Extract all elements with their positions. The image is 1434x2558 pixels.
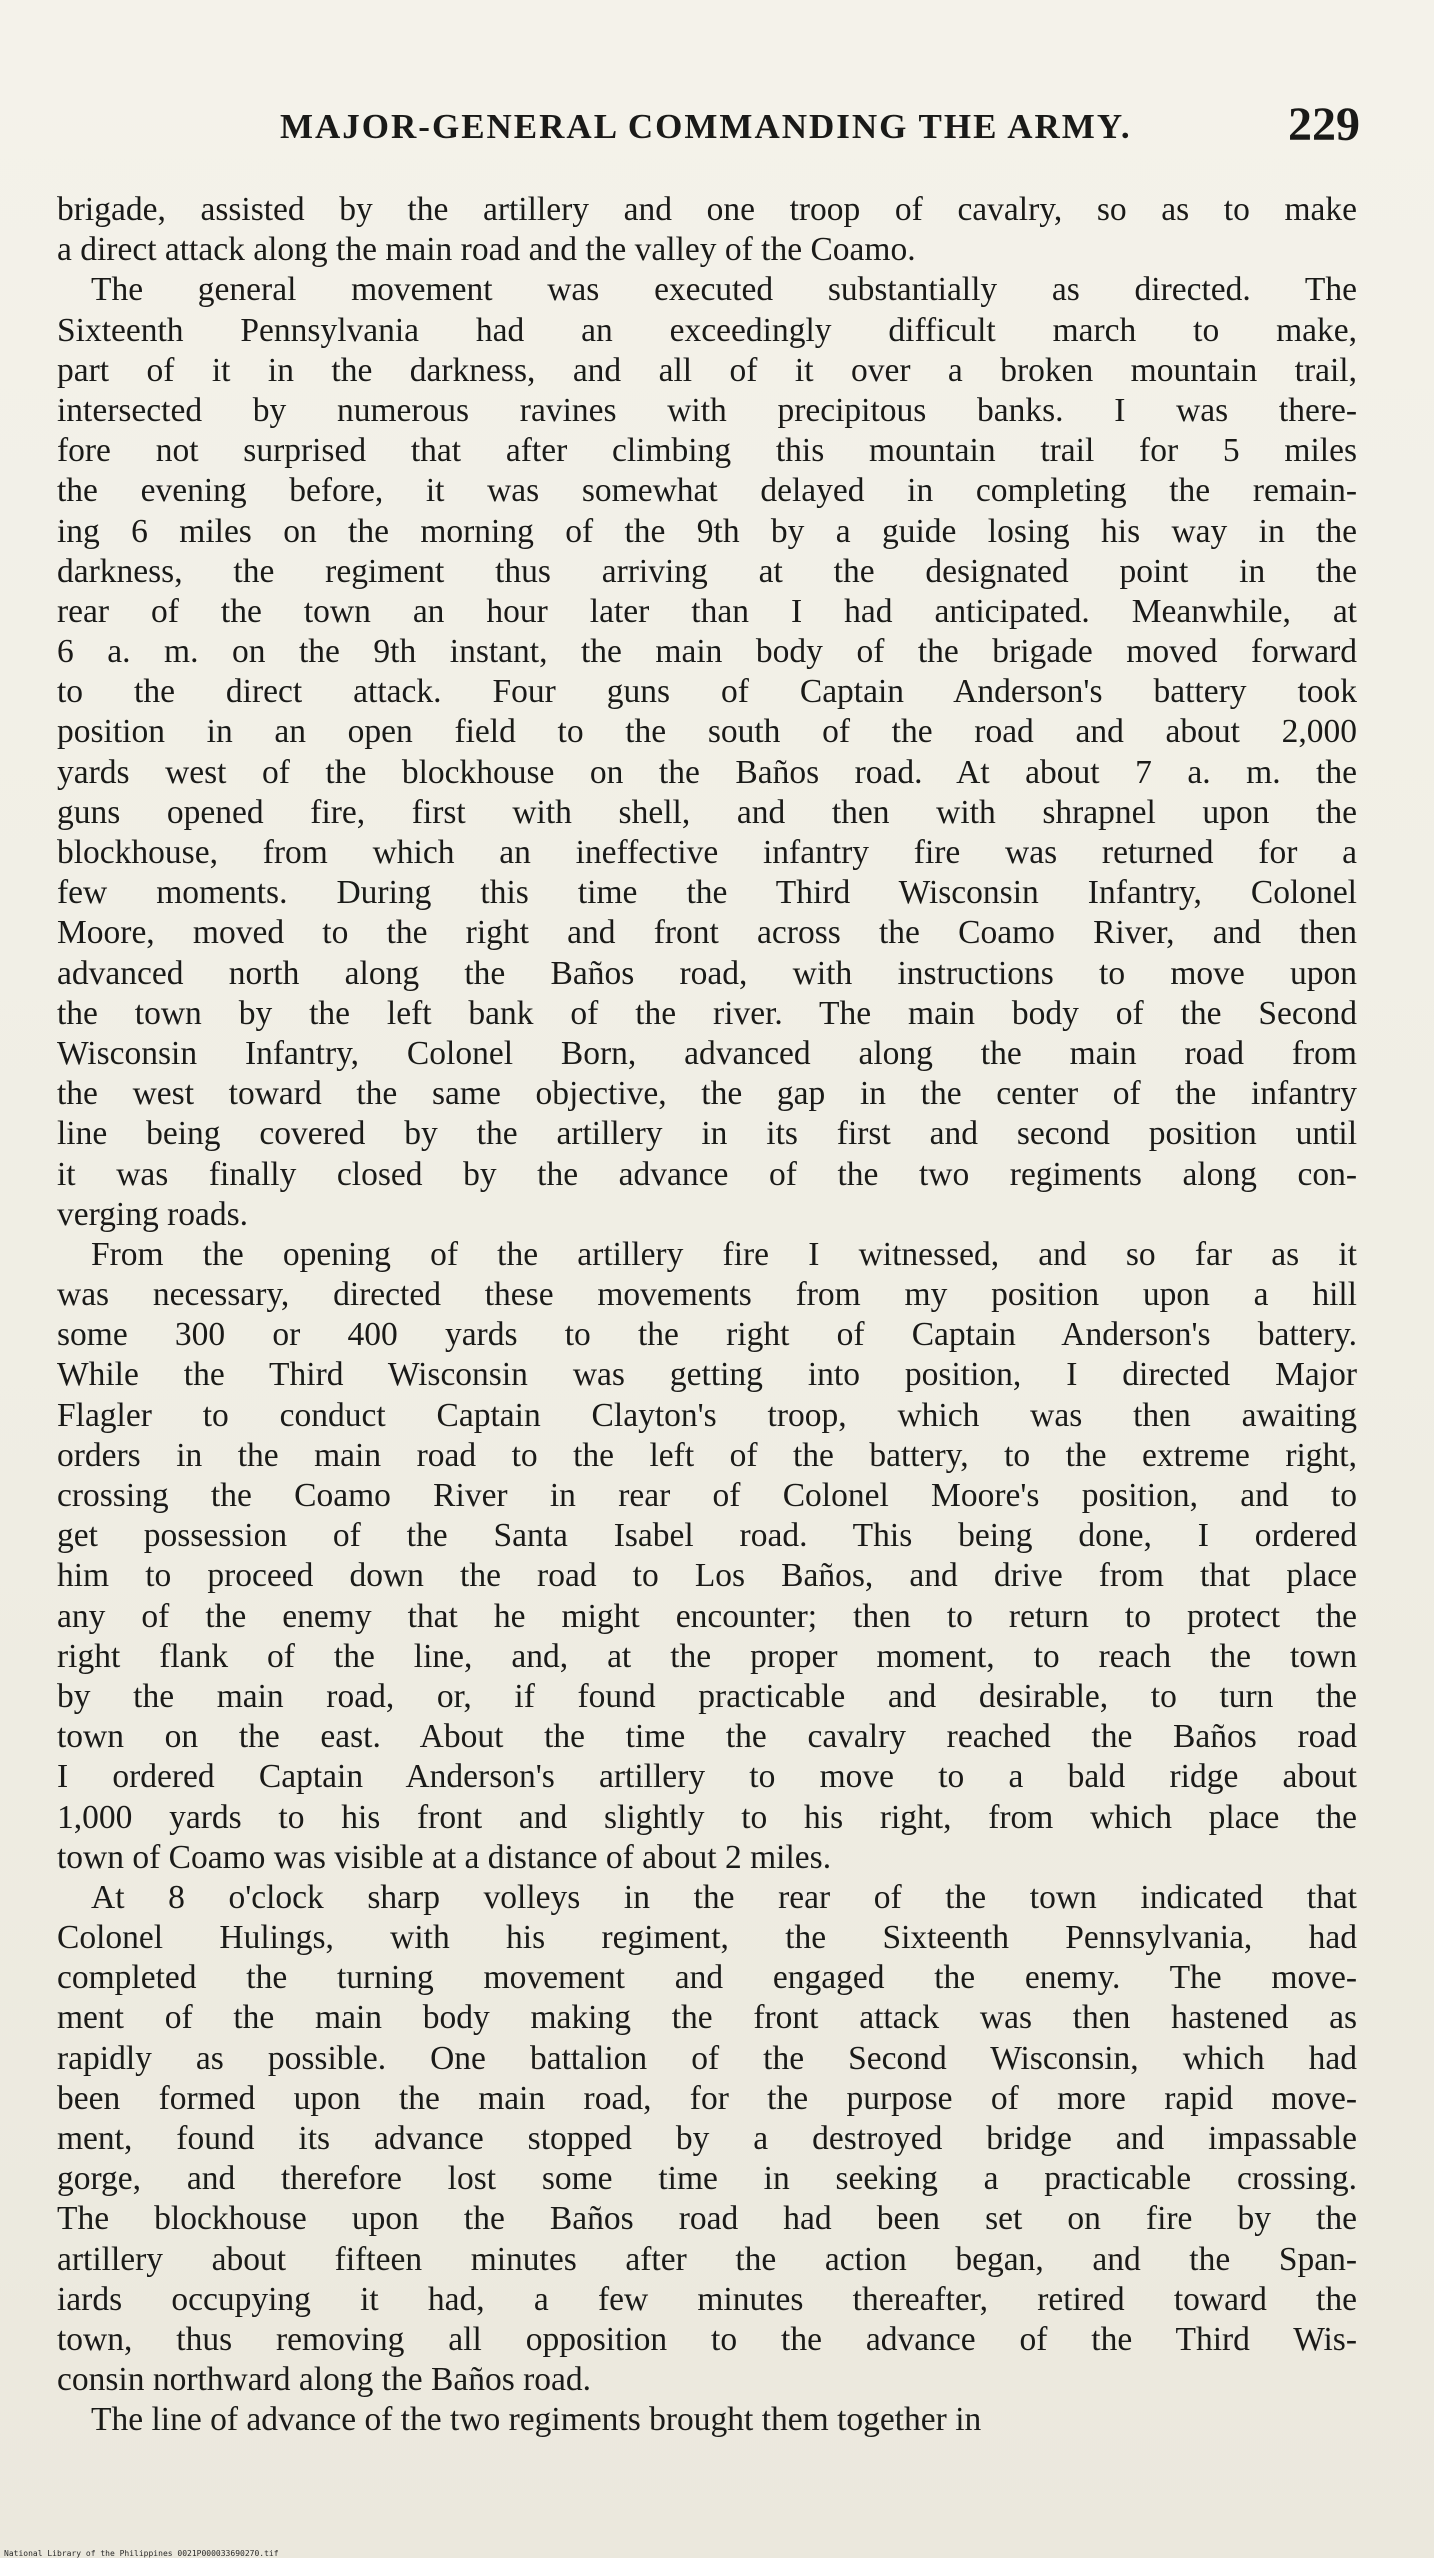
text-line: rear of the town an hour later than I had anticipated. Meanwhile, at: [57, 592, 1357, 630]
running-head: MAJOR-GENERAL COMMANDING THE ARMY.: [280, 107, 1132, 146]
text-line: iards occupying it had, a few minutes thereafter, retired toward the: [57, 2280, 1357, 2318]
text-line: by the main road, or, if found practicable and desirable, to turn the: [57, 1677, 1357, 1715]
text-line: I ordered Captain Anderson's artillery to move to a bald ridge about: [57, 1758, 1357, 1796]
text-line: him to proceed down the road to Los Baños, and drive from that place: [57, 1557, 1357, 1595]
page-header: [280, 98, 1360, 159]
text-line: At 8 o'clock sharp volleys in the rear of the town indicated that: [91, 1878, 1357, 1916]
text-line: The general movement was executed substantially as directed. The: [91, 271, 1357, 309]
text-line: position in an open field to the south of the road and about 2,000: [57, 713, 1357, 751]
body-text: [57, 190, 1357, 2441]
text-line: it was finally closed by the advance of the two regiments along con-: [57, 1155, 1357, 1193]
text-line: a direct attack along the main road and the valley of the Coamo.: [57, 231, 916, 269]
text-line: intersected by numerous ravines with precipitous banks. I was there-: [57, 391, 1357, 429]
text-line: While the Third Wisconsin was getting into position, I directed Major: [57, 1356, 1357, 1394]
text-line: verging roads.: [57, 1195, 249, 1233]
text-line: town of Coamo was visible at a distance of about 2 miles.: [57, 1838, 832, 1876]
text-line: the west toward the same objective, the gap in the center of the infantry: [57, 1075, 1357, 1113]
text-line: fore not surprised that after climbing this mountain trail for 5 miles: [57, 432, 1357, 470]
text-line: 6 a. m. on the 9th instant, the main body of the brigade moved forward: [57, 633, 1357, 671]
text-line: rapidly as possible. One battalion of the Second Wisconsin, which had: [57, 2039, 1357, 2077]
text-line: Colonel Hulings, with his regiment, the Sixteenth Pennsylvania, had: [57, 1919, 1357, 1957]
text-line: town, thus removing all opposition to the advance of the Third Wis-: [57, 2320, 1357, 2358]
text-line: few moments. During this time the Third Wisconsin Infantry, Colonel: [57, 874, 1357, 912]
text-line: brigade, assisted by the artillery and one troop of cavalry, so as to make: [57, 191, 1357, 228]
text-line: Sixteenth Pennsylvania had an exceedingly difficult march to make,: [57, 311, 1357, 349]
text-line: to the direct attack. Four guns of Captain Anderson's battery took: [57, 673, 1357, 711]
text-line: any of the enemy that he might encounter; then to return to protect the: [57, 1597, 1357, 1635]
text-line: been formed upon the main road, for the purpose of more rapid move-: [57, 2079, 1357, 2117]
text-line: part of it in the darkness, and all of it over a broken mountain trail,: [57, 351, 1357, 389]
text-line: some 300 or 400 yards to the right of Captain Anderson's battery.: [57, 1316, 1357, 1354]
text-line: Flagler to conduct Captain Clayton's troop, which was then awaiting: [57, 1396, 1357, 1434]
text-line: gorge, and therefore lost some time in seeking a practicable crossing.: [57, 2160, 1357, 2198]
text-line: was necessary, directed these movements from my position upon a hill: [57, 1276, 1357, 1314]
text-line: yards west of the blockhouse on the Baños road. At about 7 a. m. the: [57, 753, 1357, 791]
text-line: consin northward along the Baños road.: [57, 2361, 592, 2399]
text-line: the town by the left bank of the river. The main body of the Second: [57, 994, 1357, 1032]
text-line: orders in the main road to the left of the battery, to the extreme right,: [57, 1436, 1357, 1474]
scan-footer: National Library of the Philippines 0021P000033690270.tif: [4, 2549, 279, 2558]
text-line: darkness, the regiment thus arriving at the designated point in the: [57, 552, 1357, 590]
text-line: get possession of the Santa Isabel road. This being done, I ordered: [57, 1517, 1357, 1555]
text-line: Moore, moved to the right and front across the Coamo River, and then: [57, 914, 1357, 952]
text-line: ment, found its advance stopped by a destroyed bridge and impassable: [57, 2120, 1357, 2157]
text-line: line being covered by the artillery in its first and second position until: [57, 1115, 1357, 1153]
text-line: town on the east. About the time the cavalry reached the Baños road: [57, 1718, 1357, 1756]
text-line: advanced north along the Baños road, with instructions to move upon: [57, 954, 1357, 992]
text-line: blockhouse, from which an ineffective infantry fire was returned for a: [57, 834, 1357, 871]
text-line: 1,000 yards to his front and slightly to his right, from which place the: [57, 1798, 1357, 1836]
text-line: crossing the Coamo River in rear of Colonel Moore's position, and to: [57, 1477, 1357, 1514]
text-line: artillery about fifteen minutes after the action began, and the Span-: [57, 2240, 1357, 2278]
page-number: 229: [1288, 98, 1360, 151]
text-line: The line of advance of the two regiments brought them together in: [91, 2401, 982, 2439]
text-line: From the opening of the artillery fire I witnessed, and so far as it: [91, 1235, 1357, 1273]
text-line: the evening before, it was somewhat delayed in completing the remain-: [57, 472, 1357, 510]
text-line: The blockhouse upon the Baños road had been set on fire by the: [57, 2200, 1357, 2238]
text-line: right flank of the line, and, at the proper moment, to reach the town: [57, 1637, 1357, 1675]
text-line: Wisconsin Infantry, Colonel Born, advanced along the main road from: [57, 1034, 1357, 1072]
text-line: ment of the main body making the front attack was then hastened as: [57, 1999, 1357, 2037]
text-line: ing 6 miles on the morning of the 9th by a guide losing his way in the: [57, 512, 1357, 550]
text-line: guns opened fire, first with shell, and then with shrapnel upon the: [57, 793, 1357, 831]
text-line: completed the turning movement and engaged the enemy. The move-: [57, 1959, 1357, 1997]
